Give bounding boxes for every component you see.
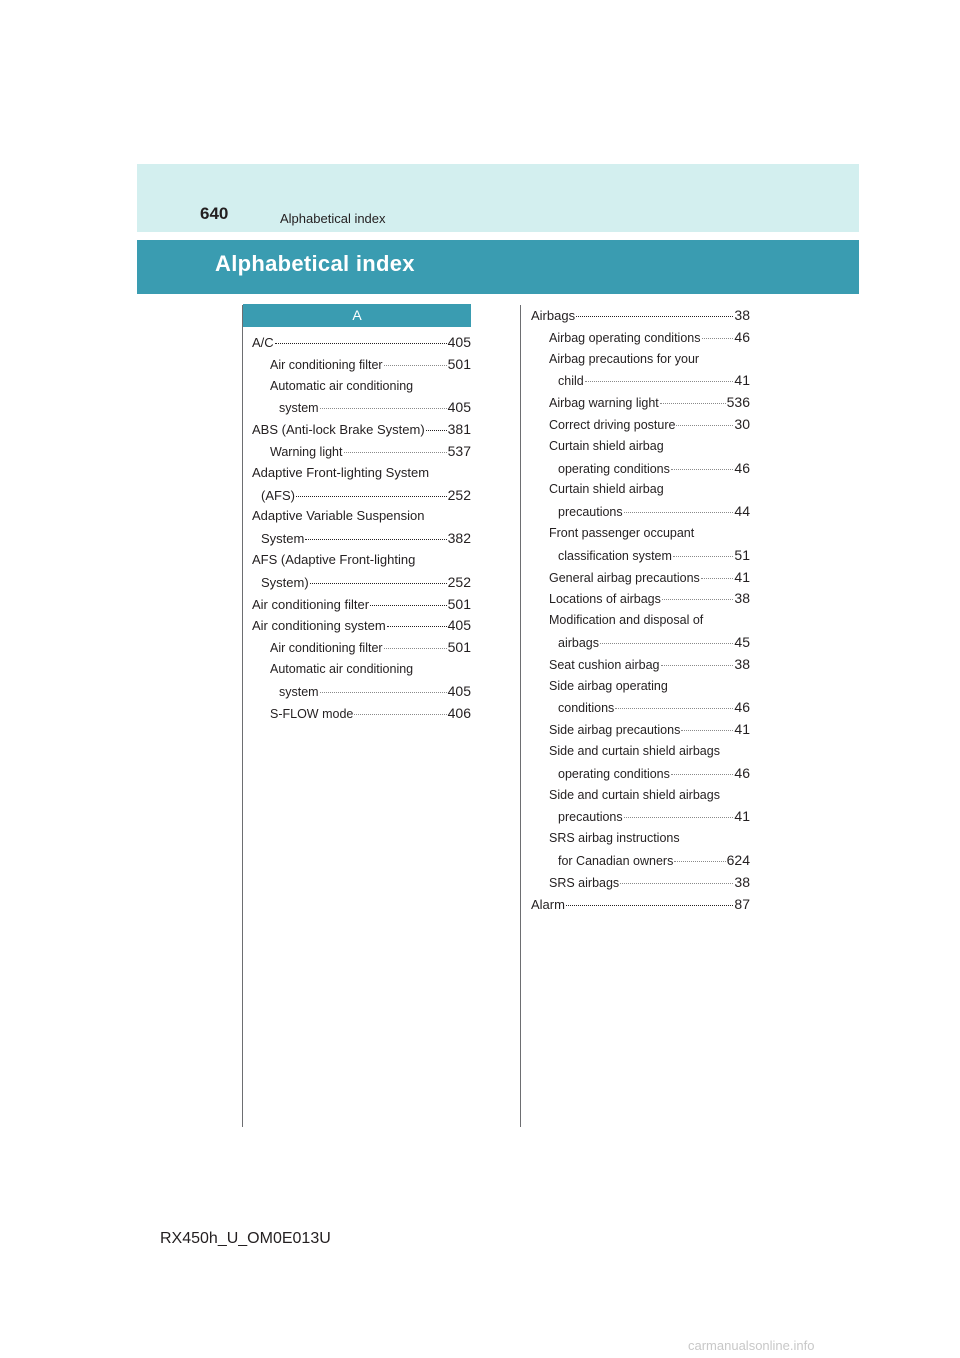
index-entry xyxy=(558,764,750,783)
index-entry xyxy=(252,551,471,569)
title-bar xyxy=(137,240,859,294)
index-entry-page: 405 xyxy=(447,334,471,350)
dot-leader xyxy=(674,861,725,862)
index-entry xyxy=(261,573,471,592)
index-entry-label: Front passenger occupant xyxy=(549,526,695,540)
index-entry xyxy=(549,655,750,674)
dot-leader xyxy=(566,905,733,906)
index-entry-label: S-FLOW mode xyxy=(270,706,354,721)
index-entry-page: 252 xyxy=(447,573,471,590)
index-entry xyxy=(252,507,471,525)
index-entry xyxy=(270,442,471,461)
index-entry-label: Modification and disposal of xyxy=(549,613,704,628)
index-entry-label: Alarm xyxy=(531,896,565,912)
index-entry-label: system xyxy=(279,401,319,416)
index-entry xyxy=(549,480,750,498)
dot-leader xyxy=(384,648,447,649)
running-title: Alphabetical index xyxy=(280,211,386,226)
index-entry-label: Side and curtain shield airbags xyxy=(549,744,720,758)
index-entry-label: conditions xyxy=(558,701,615,716)
index-entry xyxy=(549,786,750,804)
index-entry-label: Seat cushion airbag xyxy=(549,657,660,672)
index-entry-label: A/C xyxy=(252,335,274,350)
index-entry-page: 501 xyxy=(447,595,471,612)
dot-leader xyxy=(600,643,733,644)
index-entry-label: Curtain shield airbag xyxy=(549,438,664,453)
index-entry xyxy=(252,595,471,614)
index-entry-label: AFS (Adaptive Front-lighting xyxy=(252,552,416,567)
dot-leader xyxy=(387,626,447,627)
index-entry xyxy=(549,742,750,760)
left-column-rule xyxy=(242,305,243,1127)
index-entry-page: 252 xyxy=(447,486,471,503)
index-entry-label: (AFS) xyxy=(261,487,295,503)
index-entry-page: 405 xyxy=(447,399,471,416)
dot-leader xyxy=(624,512,734,513)
index-entry-label: for Canadian owners xyxy=(558,854,674,868)
index-entry xyxy=(279,682,471,701)
right-column-rule xyxy=(520,305,521,1127)
index-entry xyxy=(558,851,750,870)
index-entry-label: Air conditioning filter xyxy=(270,641,383,656)
index-entry-label: system xyxy=(279,684,319,699)
index-entry-page: 501 xyxy=(447,639,471,656)
index-entry-label: SRS airbag instructions xyxy=(549,831,680,846)
index-entry xyxy=(558,546,750,565)
index-entry-label: Side and curtain shield airbags xyxy=(549,787,720,802)
dot-leader xyxy=(320,692,447,693)
index-entry-label: Airbag warning light xyxy=(549,396,659,411)
dot-leader xyxy=(305,539,446,540)
dot-leader xyxy=(275,343,447,344)
index-entry-page: 51 xyxy=(734,546,750,563)
index-entry xyxy=(558,459,750,478)
index-entry-page: 537 xyxy=(447,443,471,459)
dot-leader xyxy=(354,714,446,715)
index-entry-page: 46 xyxy=(734,328,750,345)
index-entry-page: 30 xyxy=(734,416,750,432)
dot-leader xyxy=(702,338,734,339)
dot-leader xyxy=(585,381,734,382)
index-entry-page: 501 xyxy=(447,355,471,372)
index-entry xyxy=(549,829,750,847)
index-entry xyxy=(252,464,471,482)
dot-leader xyxy=(676,425,733,426)
dot-leader xyxy=(701,578,734,579)
index-entry-page: 405 xyxy=(447,617,471,634)
index-entry-label: Air conditioning filter xyxy=(252,596,370,612)
index-entry-label: System xyxy=(261,531,305,547)
index-entry-label: Locations of airbags xyxy=(549,592,661,607)
index-entry-label: operating conditions xyxy=(558,766,670,781)
model-code: RX450h_U_OM0E013U xyxy=(160,1230,331,1247)
index-entry-page: 38 xyxy=(734,655,750,672)
index-entry-label: Airbag operating conditions xyxy=(549,330,701,345)
index-entry xyxy=(549,873,750,892)
index-entry-label: child xyxy=(558,374,584,389)
index-entry-page: 41 xyxy=(734,372,750,389)
index-entry xyxy=(549,415,750,434)
dot-leader xyxy=(296,496,447,497)
index-entry xyxy=(270,660,471,678)
index-entry-page: 87 xyxy=(734,895,750,912)
index-entry-label: Airbag precautions for your xyxy=(549,351,700,366)
index-entry-label: SRS airbags xyxy=(549,875,620,890)
index-entry-page: 536 xyxy=(726,394,750,411)
index-entry xyxy=(252,616,471,635)
index-entry xyxy=(270,377,471,395)
index-entry-label: Air conditioning filter xyxy=(270,357,383,372)
index-entry-label: Automatic air conditioning xyxy=(270,378,414,393)
dot-leader xyxy=(344,452,447,453)
index-entry-page: 46 xyxy=(734,764,750,781)
index-entry xyxy=(558,698,750,717)
dot-leader xyxy=(661,665,734,666)
index-entry-label: Airbags xyxy=(531,308,576,323)
index-entry xyxy=(549,524,750,542)
index-entry xyxy=(261,529,471,548)
index-entry-page: 44 xyxy=(734,503,750,520)
dot-leader xyxy=(384,365,447,366)
index-entry xyxy=(558,502,750,521)
index-entry-page: 381 xyxy=(447,421,471,438)
index-entry-label: Curtain shield airbag xyxy=(549,482,664,497)
index-entry-page: 41 xyxy=(734,568,750,585)
index-entry-page: 46 xyxy=(734,459,750,476)
index-entry-page: 38 xyxy=(734,873,750,890)
dot-leader xyxy=(576,316,733,317)
index-entry-label: Side airbag operating xyxy=(549,678,668,693)
index-entry-label: Air conditioning system xyxy=(252,618,386,634)
index-entry xyxy=(549,589,750,608)
index-entry xyxy=(261,486,471,505)
header-band xyxy=(137,164,859,232)
dot-leader xyxy=(662,599,734,600)
index-entry-label: System) xyxy=(261,574,309,590)
index-entry xyxy=(270,355,471,374)
index-entry-label: Automatic air conditioning xyxy=(270,662,414,676)
dot-leader xyxy=(615,708,733,709)
index-entry xyxy=(549,677,750,695)
index-entry-page: 382 xyxy=(447,530,471,547)
index-entry-label: ABS (Anti-lock Brake System) xyxy=(252,422,425,438)
index-entry xyxy=(252,333,471,352)
dot-leader xyxy=(426,430,447,431)
dot-leader xyxy=(671,469,734,470)
index-entry-page: 38 xyxy=(734,590,750,607)
index-entry-page: 45 xyxy=(734,634,750,650)
index-entry-label: airbags xyxy=(558,636,599,650)
dot-leader xyxy=(624,817,734,818)
watermark: carmanualsonline.info xyxy=(688,1338,815,1353)
index-entry xyxy=(558,371,750,390)
index-entry xyxy=(549,568,750,587)
dot-leader xyxy=(620,883,733,884)
index-entry-page: 405 xyxy=(447,682,471,699)
index-entry-label: precautions xyxy=(558,810,623,825)
dot-leader xyxy=(673,556,733,557)
dot-leader xyxy=(370,605,447,606)
index-entry xyxy=(270,638,471,657)
index-entry-page: 41 xyxy=(734,808,750,825)
index-entry-label: Warning light xyxy=(270,445,343,459)
dot-leader xyxy=(660,403,726,404)
index-entry-label: Adaptive Variable Suspension xyxy=(252,508,425,524)
index-entry-label: Adaptive Front-lighting System xyxy=(252,464,430,480)
index-entry xyxy=(549,437,750,455)
index-entry xyxy=(252,420,471,439)
index-entry xyxy=(279,398,471,417)
index-entry xyxy=(549,350,750,368)
page-title: Alphabetical index xyxy=(215,251,415,276)
index-entry-label: classification system xyxy=(558,548,672,563)
index-entry-label: precautions xyxy=(558,505,623,520)
index-entry xyxy=(531,895,750,914)
dot-leader xyxy=(320,408,447,409)
index-entry-label: Side airbag precautions xyxy=(549,723,681,738)
index-entry xyxy=(531,306,750,325)
index-entry-page: 41 xyxy=(734,721,750,738)
index-entry-page: 624 xyxy=(726,852,750,868)
index-entry-label: General airbag precautions xyxy=(549,570,700,585)
index-entry-page: 46 xyxy=(734,699,750,716)
index-entry xyxy=(549,611,750,629)
index-entry xyxy=(270,704,471,723)
index-entry xyxy=(549,393,750,412)
index-entry xyxy=(558,633,750,652)
index-entry-label: operating conditions xyxy=(558,461,670,476)
index-entry xyxy=(558,807,750,826)
index-entry xyxy=(549,720,750,739)
index-entry-label: Correct driving posture xyxy=(549,418,676,432)
index-entry xyxy=(549,328,750,347)
page-number: 640 xyxy=(200,204,229,223)
index-entry-page: 38 xyxy=(734,307,750,323)
section-letter-a: A xyxy=(243,304,471,327)
dot-leader xyxy=(671,774,734,775)
dot-leader xyxy=(310,583,447,584)
index-entry-page: 406 xyxy=(447,704,471,721)
dot-leader xyxy=(681,730,733,731)
